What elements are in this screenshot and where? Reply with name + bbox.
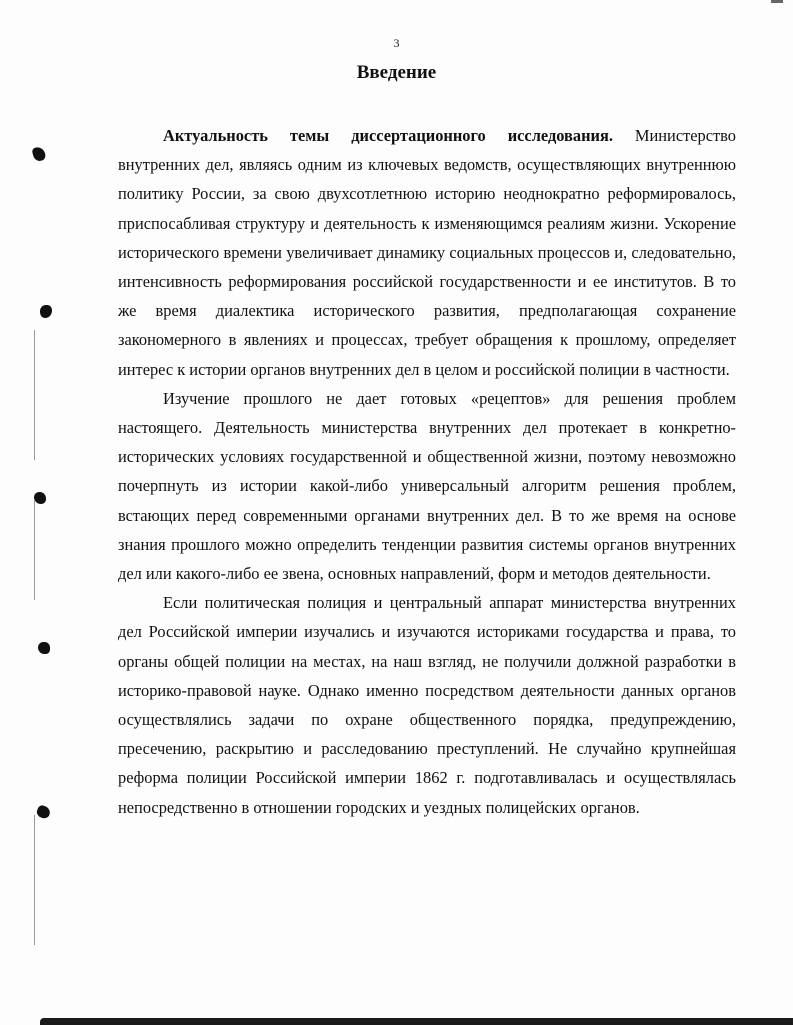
body-text xyxy=(118,121,736,822)
paragraph-lead: Актуальность темы диссертационного исследования. xyxy=(163,126,613,145)
page-number: 3 xyxy=(393,36,400,50)
scan-edge-line xyxy=(34,500,35,600)
section-title-text: Введение xyxy=(356,62,437,83)
paragraph-text: Министерство внутренних дел, являясь одним из ключевых ведомств, осуществляющих внутреннюю политику России, за свою двухсотлетнюю историю неоднократно реформировалось, приспосабливая структуру и деятельность к изменяющимся реалиям жизни. Ускорение исторического времени увеличивает динамику социальных процессов и, следовательно, интенсивность реформирования российской государственности и ее институтов. В то же время диалектика исторического развития, предполагающая сохранение закономерного в явлениях и процессах, требует обращения к прошлому, определяет интерес к истории органов внутренних дел в целом и российской полиции в частности. xyxy=(118,126,736,379)
scan-edge-line xyxy=(34,330,35,460)
paragraph-1 xyxy=(118,121,736,384)
punch-hole-mark xyxy=(40,305,52,318)
section-title xyxy=(0,62,793,84)
scan-edge-line xyxy=(34,815,35,945)
punch-hole-mark xyxy=(34,492,46,504)
paragraph-3: Если политическая полиция и центральный аппарат министерства внутренних дел Российской империи изучались и изучаются историками государства и права, то органы общей полиции на местах, на наш взгляд, не получили должной разработки в историко-правовой науке. Однако именно посредством деятельности данных органов осуществлялись задачи по охране общественного порядка, предупреждению, пресечению, раскрытию и расследованию преступлений. Не случайно крупнейшая реформа полиции Российской империи 1862 г. подготавливалась и осуществлялась непосредственно в отношении городских и уездных полицейских органов. xyxy=(118,593,736,817)
scan-corner-artifact xyxy=(771,0,783,3)
scan-bottom-edge xyxy=(40,1018,793,1025)
punch-hole-mark xyxy=(35,804,51,820)
paragraph-2: Изучение прошлого не дает готовых «рецептов» для решения проблем настоящего. Деятельность министерства внутренних дел протекает в конкретно-исторических условиях государственной и общественной жизни, поэтому невозможно почерпнуть из истории какой-либо универсальный алгоритм решения проблем, встающих перед современными органами внутренних дел. В то же время на основе знания прошлого можно определить тенденции развития системы органов внутренних дел или какого-либо ее звена, основных направлений, форм и методов деятельности. xyxy=(118,388,736,584)
punch-hole-mark xyxy=(38,642,50,654)
punch-hole-mark xyxy=(31,146,46,163)
